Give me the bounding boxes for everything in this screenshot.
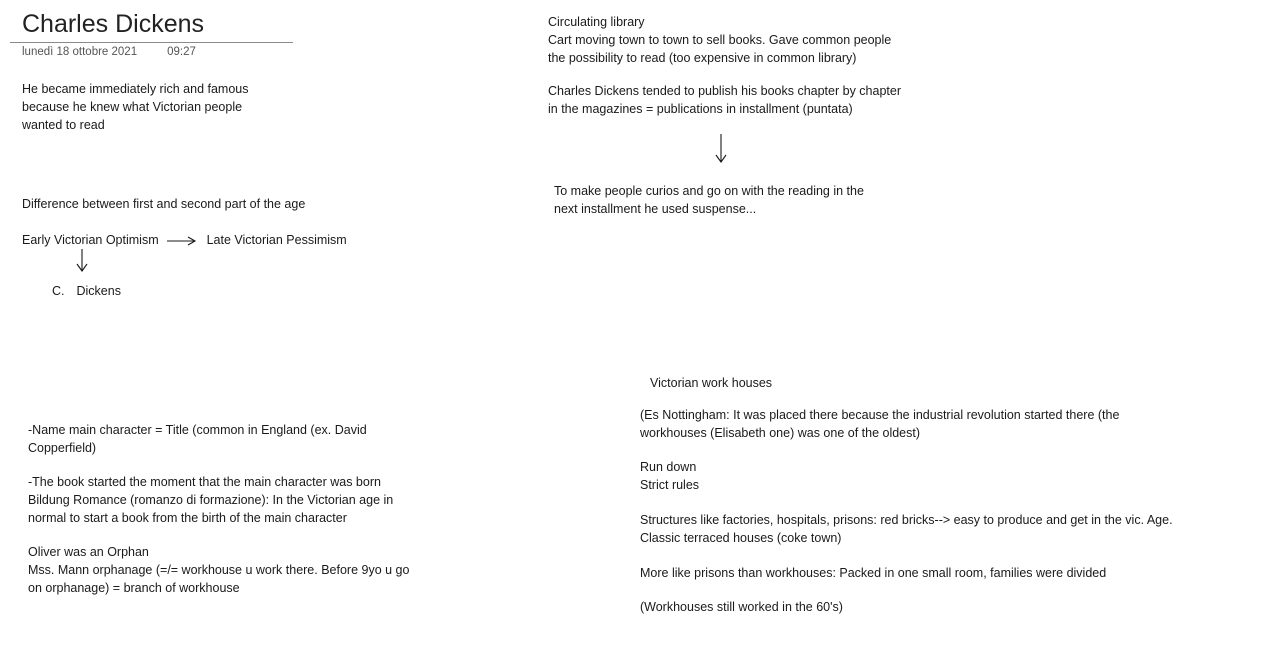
note-rich-famous: He became immediately rich and famous because he knew what Victorian people wanted to read xyxy=(22,82,249,132)
page-time: 09:27 xyxy=(167,46,196,58)
note-c-dickens xyxy=(52,282,121,300)
early-optimism-text: Early Victorian Optimism xyxy=(22,233,159,247)
note-optimism-pessimism xyxy=(22,231,347,249)
note-book-started: -The book started the moment that the main character was born Bildung Romance (romanzo di formazione): In the Victorian age in normal to start a book from the birth of the main character xyxy=(28,475,394,525)
arrow-down-icon xyxy=(715,134,727,164)
c-dickens-name: Dickens xyxy=(76,284,121,298)
arrow-down-icon xyxy=(76,249,88,273)
page-datetime xyxy=(22,44,196,60)
note-sixties: (Workhouses still worked in the 60's) xyxy=(640,600,843,614)
arrow-right-icon xyxy=(167,236,197,246)
note-workhouses-heading: Victorian work houses xyxy=(650,376,773,390)
note-run-down: Run down Strict rules xyxy=(640,460,700,492)
note-difference: Difference between first and second part of the age xyxy=(22,197,306,211)
note-circulating-library: Circulating library Cart moving town to town to sell books. Gave common people the possibility to read (too expensive in common library) xyxy=(548,15,892,65)
note-main-character: -Name main character = Title (common in England (ex. David Copperfield) xyxy=(28,423,367,455)
page-date: lunedì 18 ottobre 2021 xyxy=(22,46,138,58)
note-installments: Charles Dickens tended to publish his books chapter by chapter in the magazines = publications in installment (puntata) xyxy=(548,84,901,116)
note-prisons: More like prisons than workhouses: Packed in one small room, families were divided xyxy=(640,566,1107,580)
note-oliver: Oliver was an Orphan Mss. Mann orphanage (=/= workhouse u work there. Before 9yo u go on orphanage) = branch of workhouse xyxy=(28,545,410,595)
title-divider xyxy=(10,42,293,43)
page-title: Charles Dickens xyxy=(22,10,205,38)
c-dickens-initial: C. xyxy=(52,284,65,298)
note-nottingham: (Es Nottingham: It was placed there because the industrial revolution started there (the workhouses (Elisabeth one) was one of the oldest) xyxy=(640,408,1120,440)
note-structures: Structures like factories, hospitals, prisons: red bricks--> easy to produce and get in the vic. Age. Classic terraced houses (coke town) xyxy=(640,513,1173,545)
late-pessimism-text: Late Victorian Pessimism xyxy=(206,233,347,247)
note-suspense: To make people curios and go on with the reading in the next installment he used suspense... xyxy=(554,184,864,216)
